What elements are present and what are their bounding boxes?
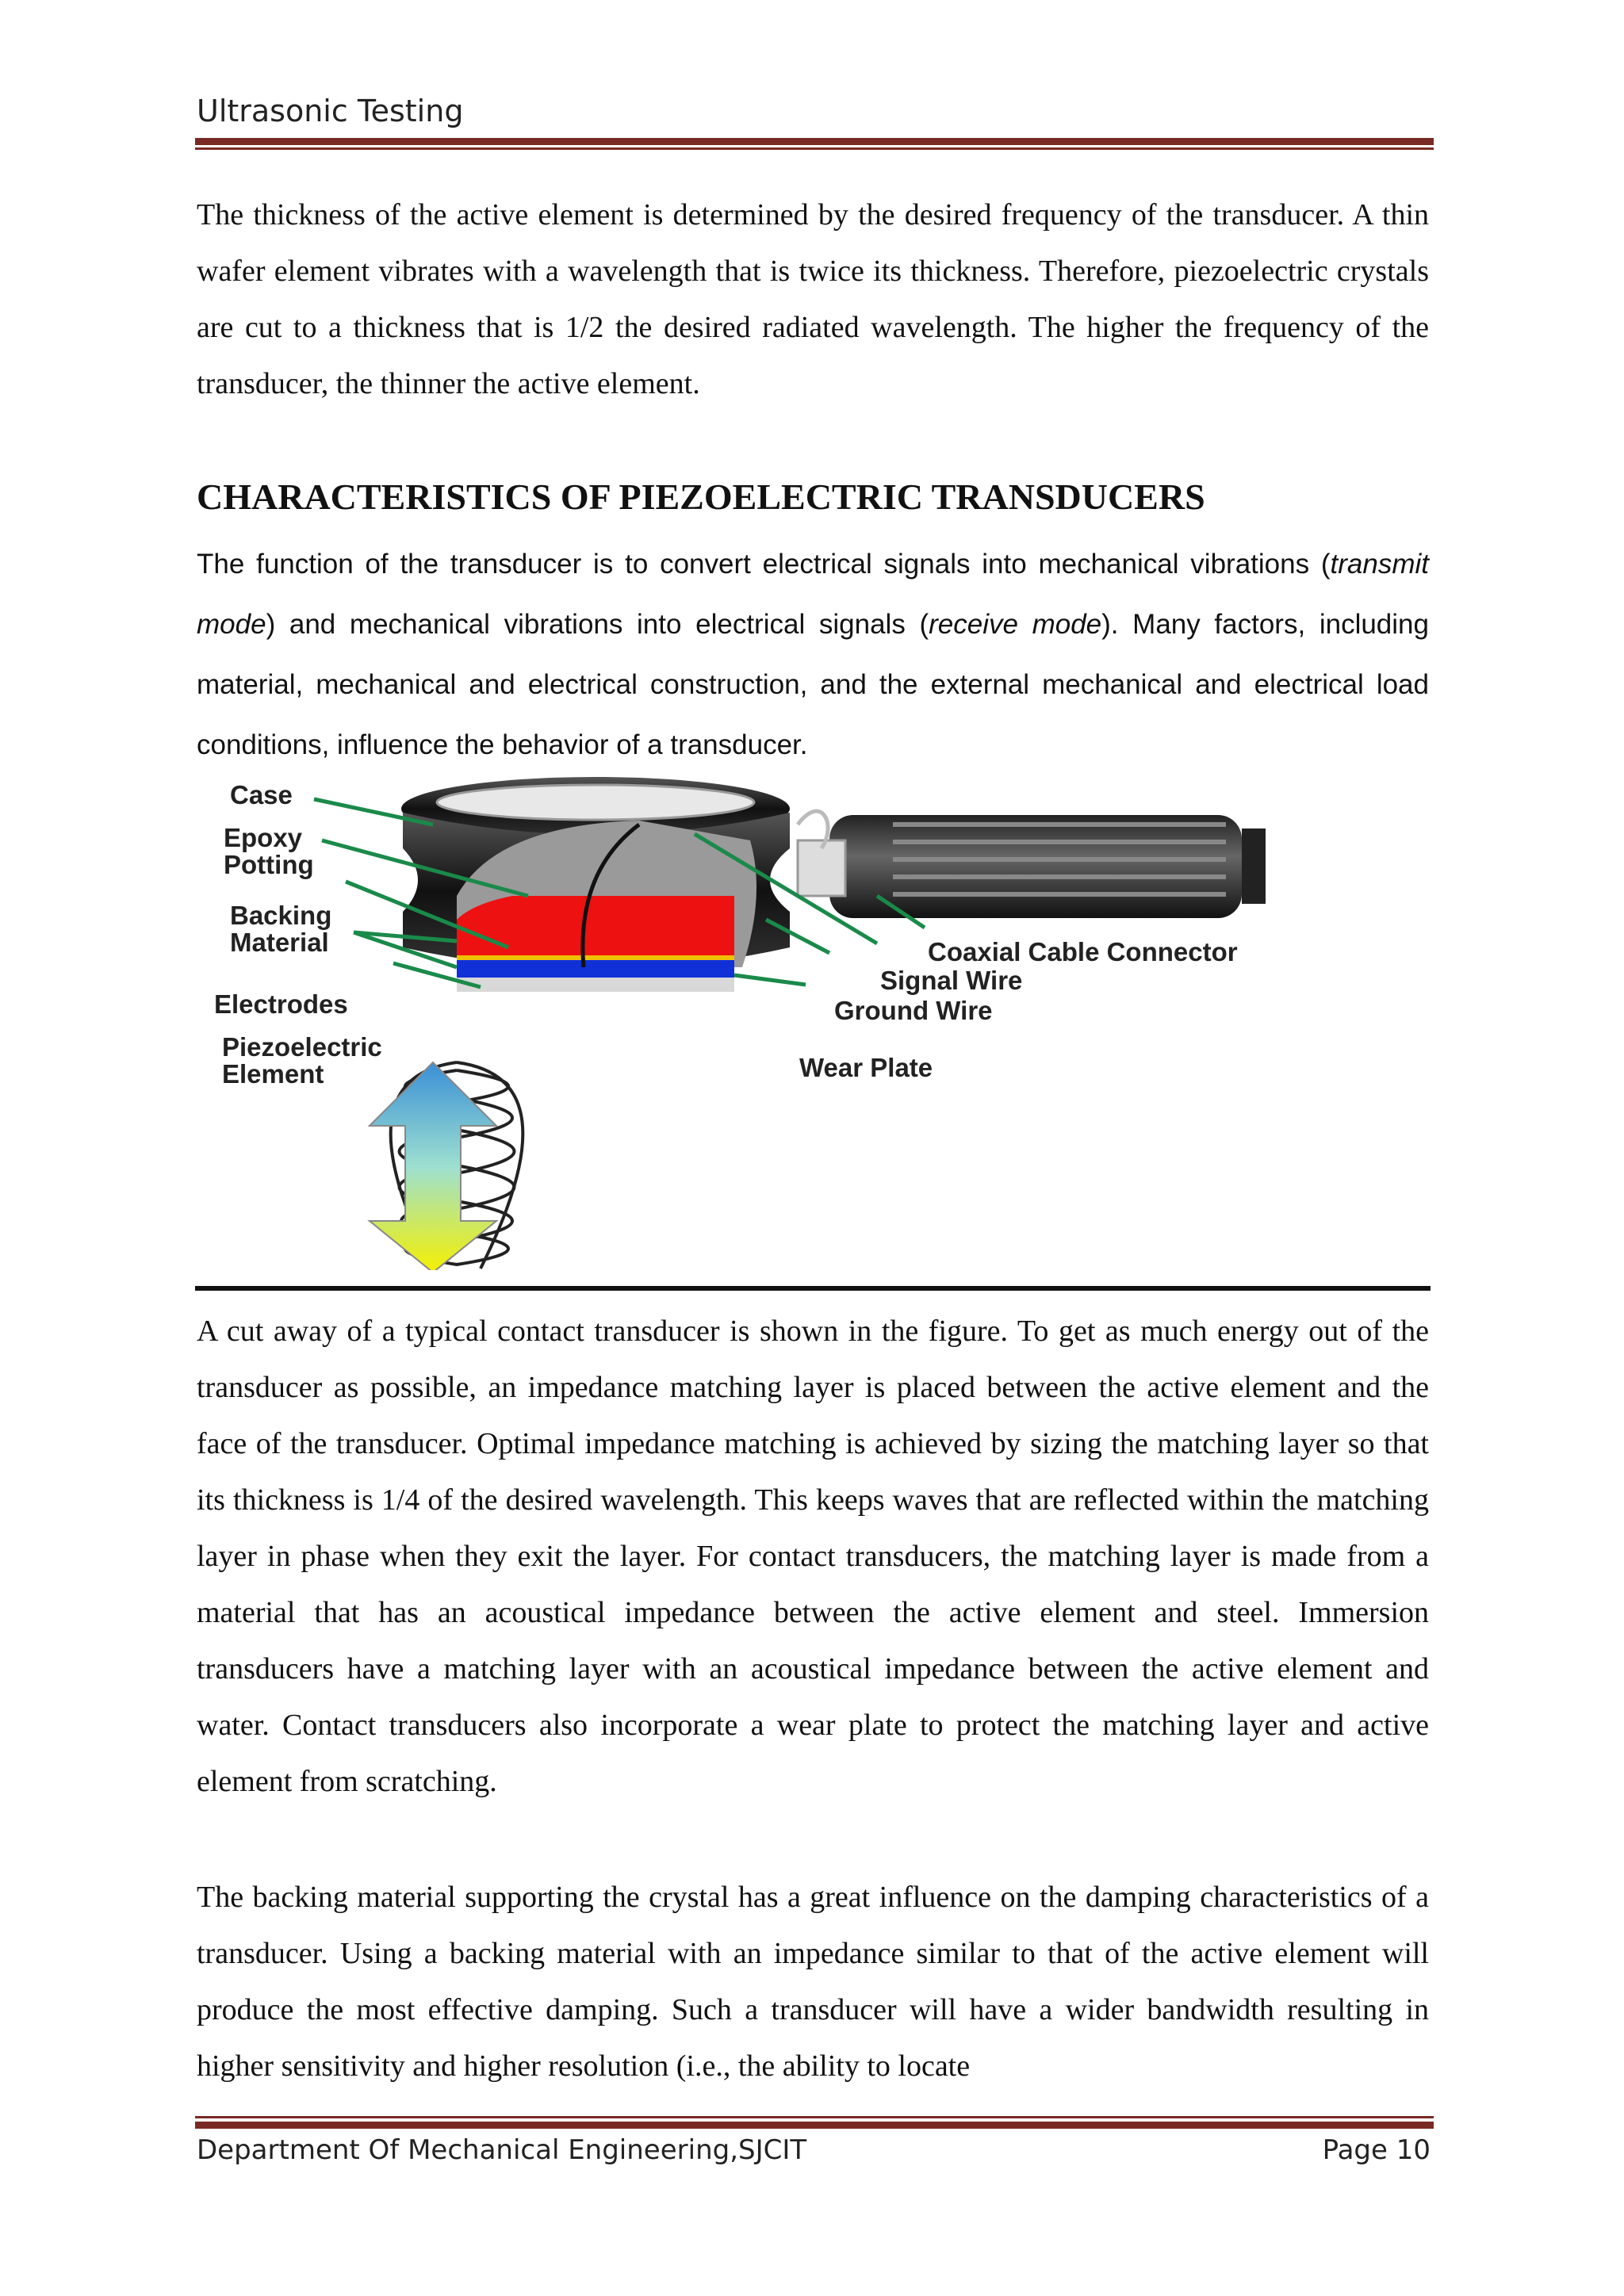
paragraph-cutaway: A cut away of a typical contact transducer is shown in the figure. To get as much energy out of the transducer as possible, an impedance matching layer is placed between the active element and the face of the transducer. Optimal impedance matching is achieved by sizing the matching layer so that its thickness is 1/4 of the desired wavelength. This keeps waves that are reflected within the matching layer in phase when they exit the layer. For contact transducers, the matching layer is made from a material that has an acoustical impedance between the active element and steel. Immersion transducers have a matching layer with an acoustical impedance between the active element and water. Contact transducers also incorporate a wear plate to protect the matching layer and active element from scratching. [197,1314,1429,1798]
transmit-mode-term: transmit mode [197,549,1429,640]
label-piezo-2: Element [222,1059,324,1089]
label-ground-wire: Ground Wire [834,996,993,1025]
label-backing-1: Backing [230,901,332,930]
p2-text-c: ). Many factors, including material, mechanical and electrical construction, and the external mechanical and electrical load conditions, influence the behavior of a transducer. [197,609,1429,760]
label-epoxy-1: Epoxy [224,823,303,852]
label-coaxial-connector: Coaxial Cable Connector [928,937,1238,966]
paragraph-active-element: The thickness of the active element is determined by the desired frequency of the transducer. A thin wafer element vibrates with a wavelength that is twice its thickness. Therefore, piezoelectric crystals are cut to a thickness that is 1/2 the desired radiated wavelength. The higher the frequency of the transducer, the thinner the active element. [197,198,1429,400]
label-case: Case [230,780,293,809]
label-wear-plate: Wear Plate [799,1053,933,1082]
section-heading: CHARACTERISTICS OF PIEZOELECTRIC TRANSDUCERS [197,476,1205,517]
header-rule-thin [195,147,1434,150]
p2-text-a: The function of the transducer is to convert electrical signals into mechanical vibrations ( [197,549,1331,580]
paragraph-transducer-function [197,534,1429,775]
figure-rule [195,1286,1431,1291]
footer-rule-thin [195,2116,1434,2118]
footer-department: Department Of Mechanical Engineering,SJCIT [197,2134,807,2166]
footer-rule-thick [195,2122,1434,2129]
label-electrodes: Electrodes [214,989,348,1019]
label-backing-2: Material [230,928,329,957]
p2-text-b: ) and mechanical vibrations into electrical signals ( [266,609,929,640]
label-piezo-1: Piezoelectric [222,1032,382,1062]
label-epoxy-2: Potting [224,850,314,879]
footer-page-number: Page 10 [1322,2134,1431,2166]
running-header: Ultrasonic Testing [197,94,464,128]
paragraph-backing-material: The backing material supporting the crystal has a great influence on the damping characteristics of a transducer. Using a backing material with an impedance similar to that of the active element will produce the most effective damping. Such a transducer will have a wider bandwidth resulting in higher sensitivity and higher resolution (i.e., the ability to locate [197,1881,1429,2083]
vibration-arrow [370,1062,496,1270]
transducer-cutaway-figure [195,777,1434,1270]
coaxial-cable [798,811,1266,918]
header-rule-thick [195,138,1434,145]
label-signal-wire: Signal Wire [880,966,1023,995]
receive-mode-term: receive mode [929,609,1102,640]
